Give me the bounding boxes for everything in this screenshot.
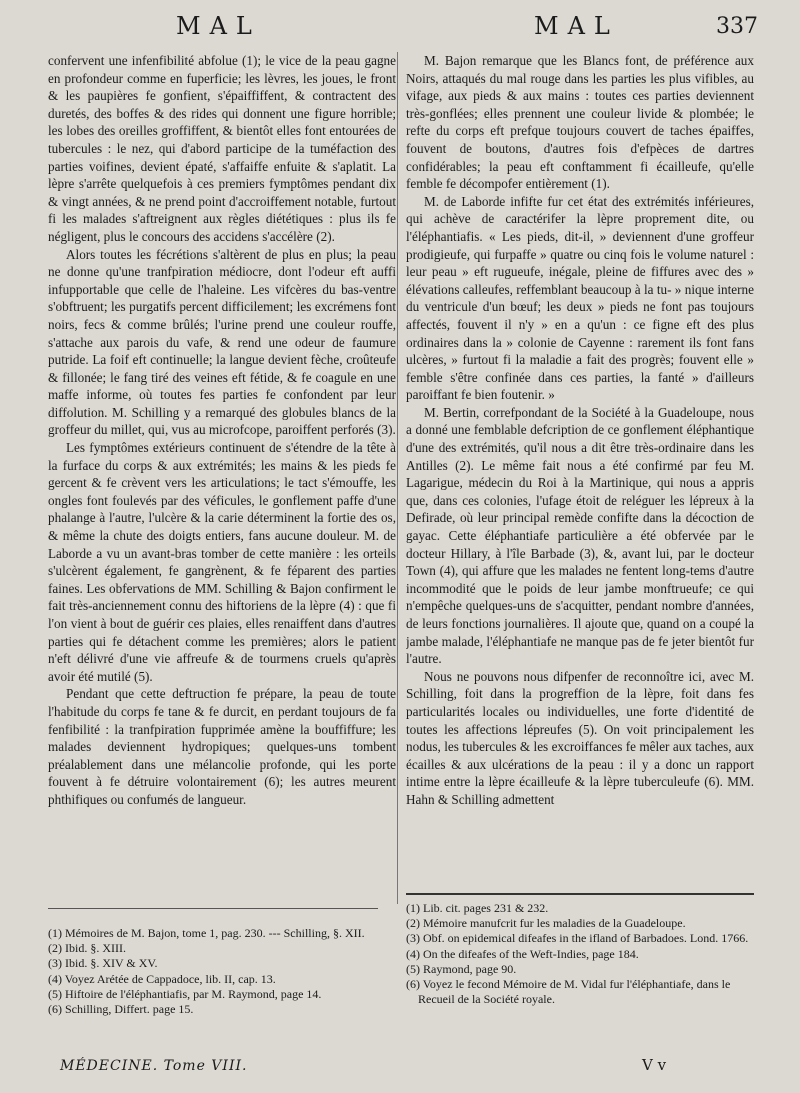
paragraph: Nous ne pouvons nous difpenfer de reconnoître ici, avec M. Schilling, foit dans la progreffion de la lèpre, foit dans fes particularités locales ou individuelles, une forte d'identité de toutes les affections lépreufes (5). On voit principalement les nodus, les tubercules & les excroiffances fe mêler aux taches, aux écailles & aux ulcérations de la peau : il y a donc un rapport intime entre la lèpre écailleufe & la lèpre tuberculeufe (6). MM. Hahn & Schilling admettent — [406, 668, 754, 807]
paragraph: Les fymptômes extérieurs continuent de s'étendre de la tête à la furface du corps & aux extrémités; les mains & les pieds fe gercent & fe crèvent vers les articulations; le tact s'émouffe, les ongles font foulevés par des véficules, le gonflement paffe d'une phalange à l'autre, l'ulcère & la carie déterminent la fortie des os, & même la chute des doigts entiers, fans aucune douleur. M. de Laborde a vu un avant-bras tomber de cette manière : les orteils s'ulcèrent également, fe gangrènent, & fe féparent des parties faines. Les obfervations de MM. Schilling & Bajon confirment le fait très-anciennement connu des hiftoriens de la lèpre (4) : que fi l'on vient à bout de guérir ces plaies, elles renaiffent dans d'autres parties qui fe détachent comme les premières; alors le patient n'eft délivré d'une vie affreufe & de tourmens cruels qu'après avoir été mutilé (5). — [48, 440, 396, 684]
left-footnotes — [48, 926, 396, 1062]
paragraph: Alors toutes les fécrétions s'altèrent de plus en plus; la peau ne donne qu'une tranfpiration médiocre, dont l'odeur eft auffi infupportable que celle de l'haleine. Les vifcères du bas-ventre s'obftruent; les purgatifs percent difficilement; les excrémens font noirs, fecs & comme brûlés; l'urine prend une couleur rouffe, s'attache aux parois du vafe, & rend une odeur de faumure putride. La foif eft continuelle; la langue devient fèche, croûteufe & fillonée; le fang tiré des veines eft fétide, & fe coagule en une maffe informe, où toutes fes parties fe confondent par leur diffolution. M. Schilling y a remarqué des globules blancs de la groffeur du millet, qui, vus au microfcope, paroiffent perforés (3). — [48, 246, 396, 438]
running-head-right: MAL — [534, 12, 619, 40]
footnote: (1) Mémoires de M. Bajon, tome 1, pag. 230. --- Schilling, §. XII. — [48, 926, 365, 940]
footnote-rule-right — [406, 893, 754, 895]
paragraph: Pendant que cette deftruction fe prépare, la peau de toute l'habitude du corps fe tane & fe durcit, en perdant toujours de fa fenfibilité : la tranfpiration fupprimée amène la bouffiffure; les malades deviennent hydropiques; quelques-uns tombent préalablement dans une mélancolie profonde, qui les porte fouvent à fe détruire volontairement (6); les autres meurent phthifiques ou confumés de langueur. — [48, 686, 396, 807]
footnote-rule-left — [48, 908, 378, 909]
footnote: (5) Raymond, page 90. — [406, 961, 517, 976]
column-divider — [397, 52, 398, 904]
footnote: (6) Schilling, Differt. page 15. — [48, 1002, 194, 1017]
paragraph: M. Bajon remarque que les Blancs font, de préférence aux Noirs, attaqués du mal rouge dans les parties les plus vifibles, au vifage, aux pieds & aux mains : toutes ces parties deviennent très-gonflées; elles prennent une couleur livide & plombée; le refte du corps eft prefque toujours couvert de taches épaiffes, fouvent de boutons, d'autres fois d'efpèces de dartres confidérables; la peau eft conftamment fi écailleufe, qu'elle femble fe décompofer entièrement (1). — [406, 53, 754, 192]
right-footnotes — [406, 901, 754, 1049]
page-number: 337 — [716, 14, 758, 39]
footnote: (4) On the difeafes of the Weft-Indies, page 184. — [406, 946, 639, 961]
footnote: (5) Hiftoire de l'éléphantiafis, par M. Raymond, page 14. — [48, 986, 322, 1001]
footnote: (3) Obf. on epidemical difeafes in the ifland of Barbadoes. Lond. 1766. — [406, 931, 749, 946]
footnote: (2) Ibid. §. XIII. — [48, 941, 126, 956]
footnote: (4) Voyez Arétée de Cappadoce, lib. II, cap. 13. — [48, 971, 276, 986]
right-column — [406, 52, 754, 904]
footnote: (1) Lib. cit. pages 231 & 232. — [406, 901, 549, 915]
signature-line: MÉDECINE. Tome VIII. — [60, 1058, 248, 1074]
paragraph: M. Bertin, correfpondant de la Société à la Guadeloupe, nous a donné une femblable defcription de ce gonflement éléphantique d'une des extrémités, qu'il nous a dit être très-ordinaire dans les Antilles (2). Le même fait nous a été confirmé par feu M. Lagarigue, médecin du Roi à la Martinique, qui nous a appris que, dans ces colonies, l'ufage étoit de reléguer les lépreux à la Defirade, où leur principal remède confifte dans la décoction de gayac. Cette éléphantiafe particulière a été obfervée par le docteur Hillary, à l'île Barbade (3), &, avant lui, par le docteur Town (4), qui affure que les malades ne fentent long-tems d'autre incommodité que le poids de leur jambe monftrueufe; ce qui n'empêche quelques-uns de s'acquitter, pendant nombre d'années, de leurs fonctions journalières. Il ajoute que, quand on a coupé la jambe malade, l'éléphantiafe ne manque pas de fe jeter bientôt fur l'autre. — [406, 404, 754, 667]
paragraph: M. de Laborde infifte fur cet état des extrémités inférieures, qui achève de caractérifer la lèpre proprement dite, ou l'éléphantiafis. « Les pieds, dit-il, » deviennent d'une groffeur prodigieufe, qui furpaffe » quatre ou cinq fois le volume naturel : leur peau » eft rugueufe, inégale, pleine de fiffures avec des » élévations calleufes, reffemblant beaucoup à la tu- » nique interne du ventricule d'un bœuf; les deux » pieds ne font pas toujours affectés, fouvent il n'y » en a qu'un : ce figne eft des plus ordinaires dans la » colonie de Cayenne : rarement ils font fans ulcères, » furtout fi la maladie a fait des progrès; fouvent elle » femble s'être confinée dans ces parties, la fanté » d'ailleurs paroiffant fe bien foutenir. » — [406, 193, 754, 403]
footnote: (6) Voyez le fecond Mémoire de M. Vidal fur l'éléphantiafe, dans le Recueil de la Société royale. — [406, 977, 731, 1007]
footnote: (3) Ibid. §. XIV & XV. — [48, 956, 158, 971]
footnote: (2) Mémoire manufcrit fur les maladies de la Guadeloupe. — [406, 916, 686, 931]
left-column — [48, 52, 396, 904]
running-head — [0, 12, 800, 52]
running-head-left: MAL — [176, 12, 261, 40]
catchword: V v — [642, 1056, 667, 1074]
paragraph: confervent une infenfibilité abfolue (1); le vice de la peau gagne en profondeur comme en fuperficie; les lèvres, les joues, le front & les paupières fe gonfient, s'épaiffiffent, & contractent des duretés, des boffes & des rides qui donnent une figure horrible; les lobes des oreilles groffiffent, & bientôt elles font entourées de tubercules : le nez, qui d'abord participe de la tuméfaction des parties voifines, devient épaté, s'affaiffe enfuite & s'aplatit. La lèpre s'arrête quelquefois à ces premiers fymptômes pendant dix & vingt années, & ne prend point d'accroiffement notable, furtout fi les malades s'aftreignent aux règles diététiques : plus ils fe négligent, plus le concours des accidens s'accélère (2). — [48, 53, 396, 244]
